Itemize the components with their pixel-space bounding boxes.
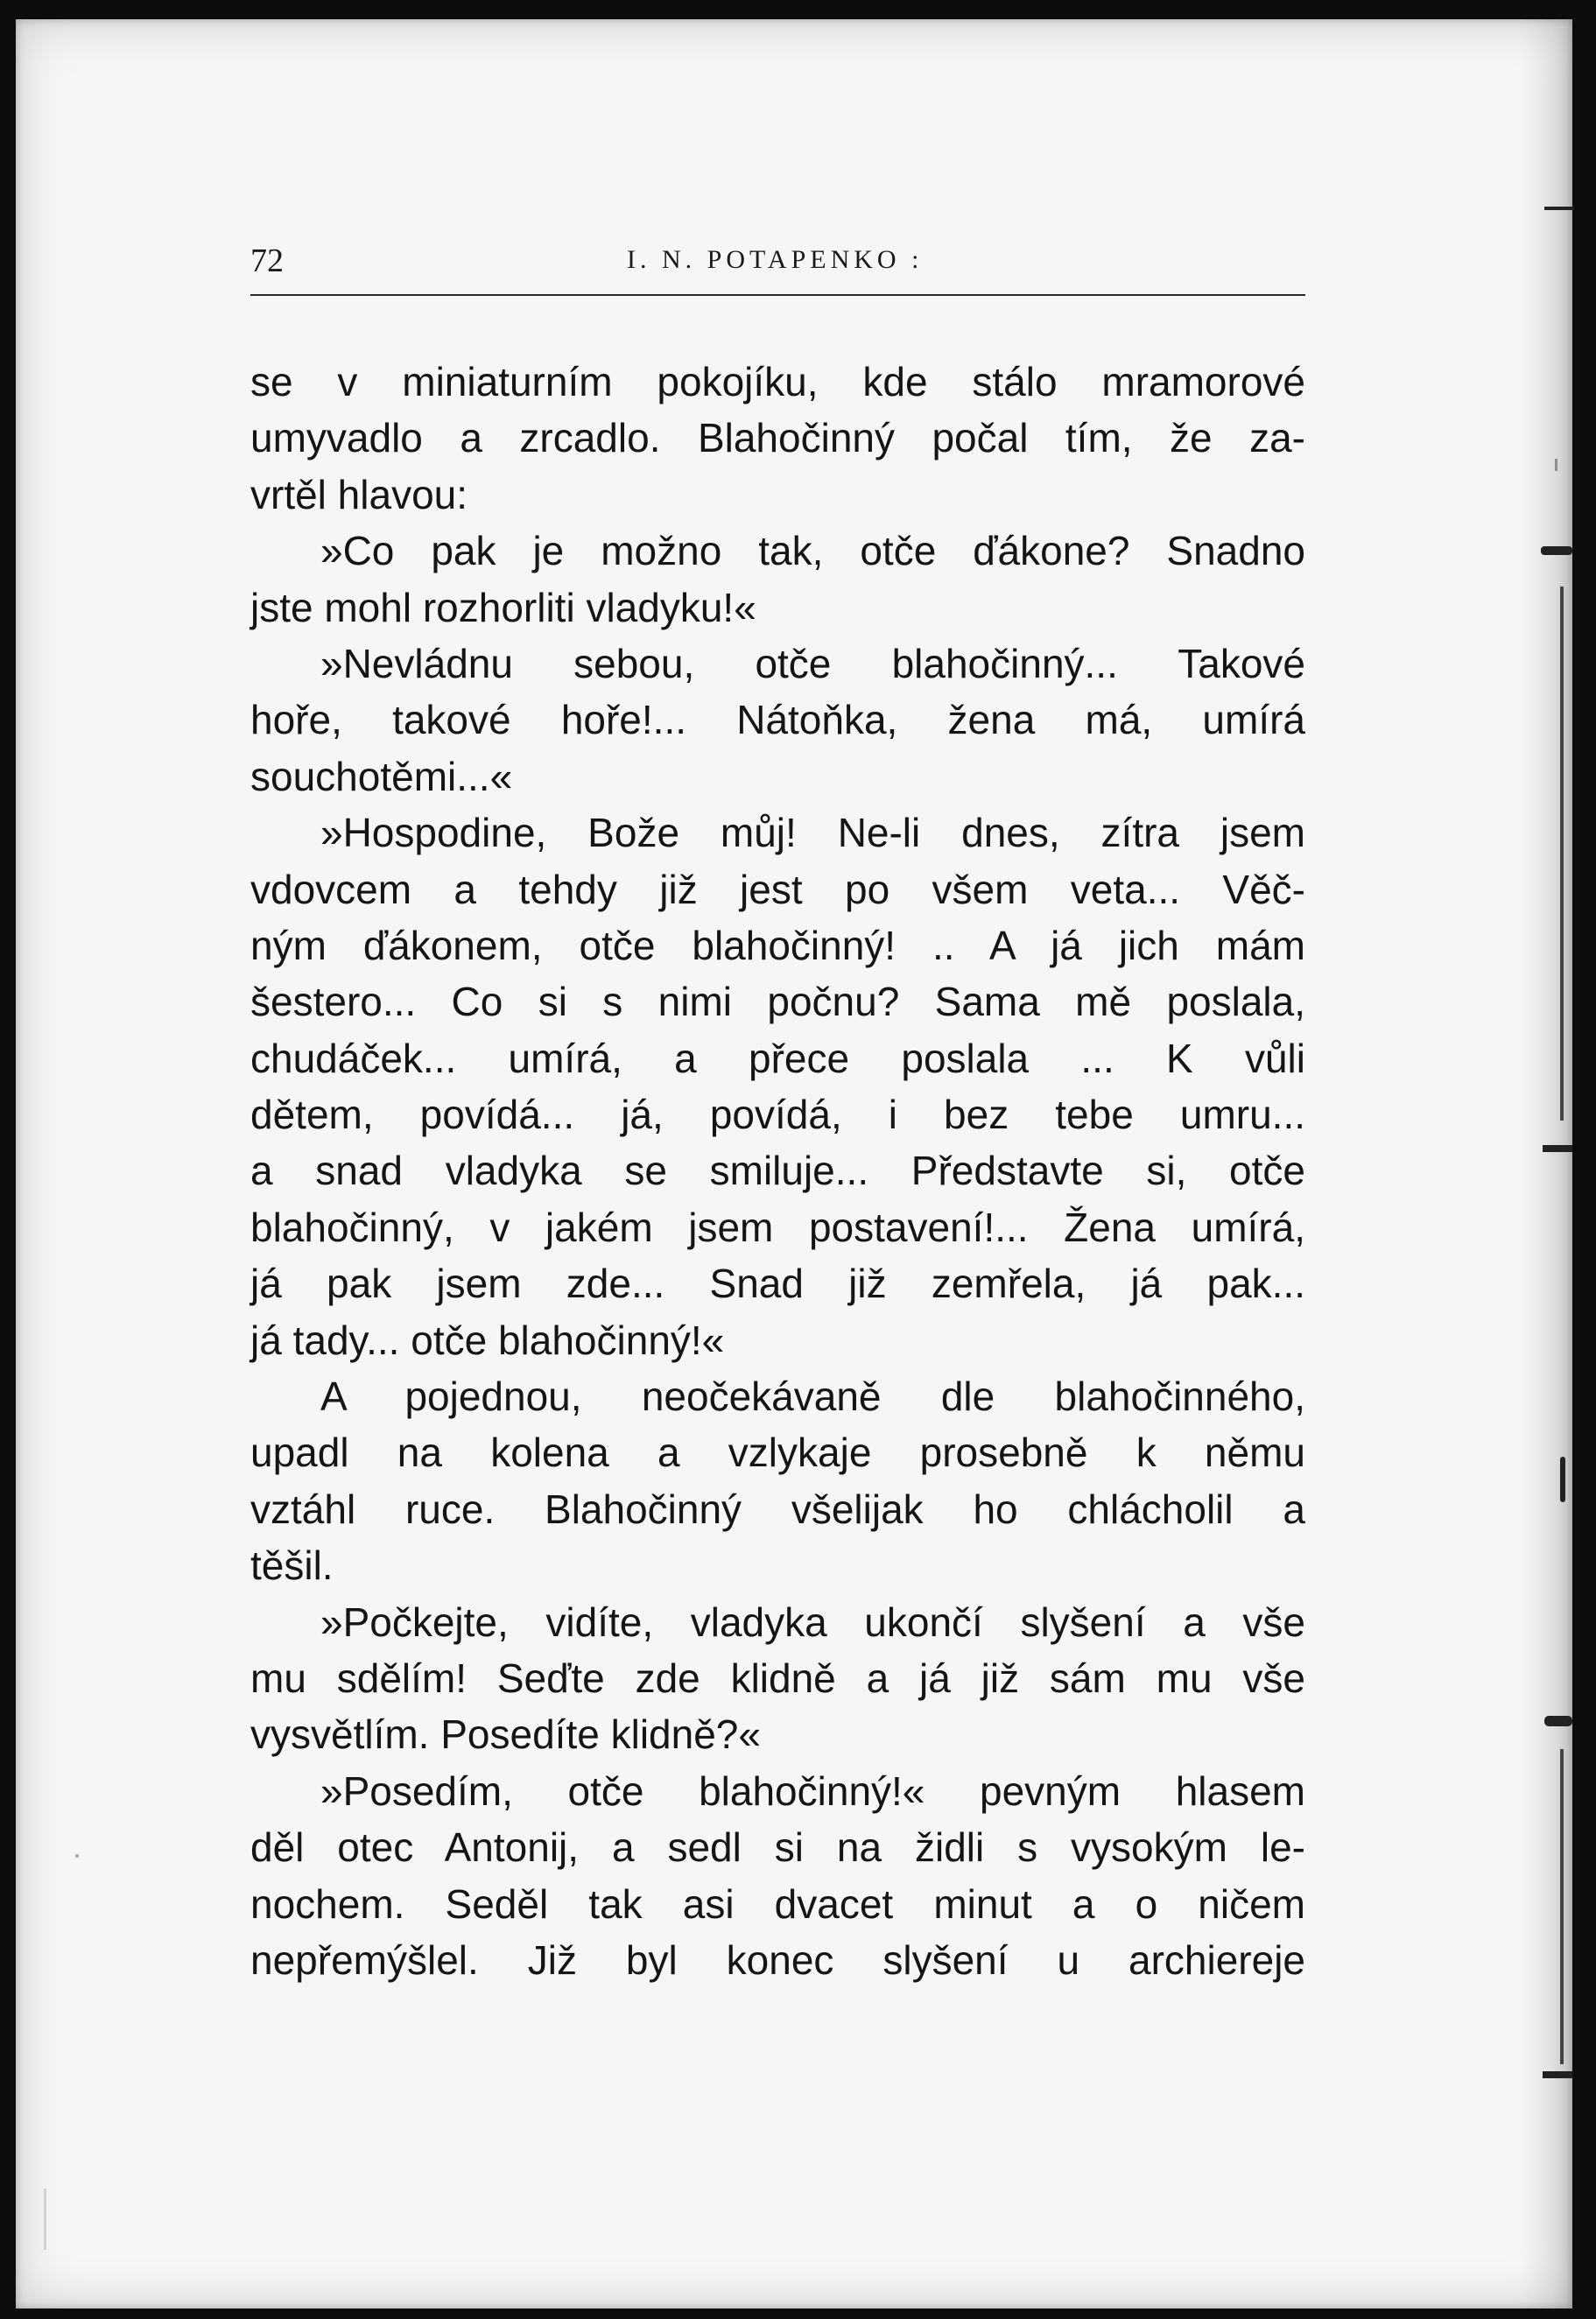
text-line: vztáhl ruce. Blahočinný všelijak ho chlácholil a xyxy=(250,1486,1305,1532)
text-line: jste mohl rozhorliti vladyku!« xyxy=(250,584,756,630)
text-line: šestero... Co si s nimi počnu? Sama mě poslala, xyxy=(250,979,1305,1025)
text-line: vrtěl hlavou: xyxy=(250,471,468,517)
body-text xyxy=(250,354,1305,1988)
text-line: hoře, takové hoře!... Nátoňka, žena má, umírá xyxy=(250,697,1305,743)
text-line: já pak jsem zde... Snad již zemřela, já pak... xyxy=(250,1261,1305,1307)
binding-mark xyxy=(1543,2071,1572,2078)
text-line: »Nevládnu sebou, otče blahočinný... Takové xyxy=(320,640,1305,686)
text-line: já tady... otče blahočinný!« xyxy=(250,1317,725,1363)
scan-speck xyxy=(75,1854,79,1858)
text-line: dětem, povídá... já, povídá, i bez tebe umru... xyxy=(250,1092,1305,1138)
text-line: »Co pak je možno tak, otče ďákone? Snadno xyxy=(320,528,1305,574)
running-head: I. N. POTAPENKO : xyxy=(627,245,924,274)
header-rule xyxy=(250,294,1305,296)
text-line: »Posedím, otče blahočinný!« pevným hlasem xyxy=(320,1767,1305,1814)
text-line: blahočinný, v jakém jsem postavení!... Žena umírá, xyxy=(250,1204,1305,1250)
text-line: vdovcem a tehdy již jest po všem veta... Věč- xyxy=(250,866,1305,912)
scan-speck xyxy=(44,2189,46,2250)
binding-mark xyxy=(1560,1457,1565,1502)
text-line: »Počkejte, vidíte, vladyka ukončí slyšení a vše xyxy=(320,1599,1305,1645)
text-line: umyvadlo a zrcadlo. Blahočinný počal tím, že za- xyxy=(250,415,1305,461)
text-line: děl otec Antonij, a sedl si na židli s vysokým le- xyxy=(250,1824,1305,1871)
text-line: chudáček... umírá, a přece poslala ... K vůli xyxy=(250,1035,1305,1081)
binding-thread xyxy=(1560,1749,1564,2064)
scan-speck xyxy=(1555,459,1557,471)
text-line: nepřemýšlel. Již byl konec slyšení u archiereje xyxy=(250,1936,1305,1983)
text-line: A pojednou, neočekávaně dle blahočinného, xyxy=(320,1374,1305,1420)
page-header xyxy=(250,242,1305,294)
text-line: a snad vladyka se smiluje... Představte si, otče xyxy=(250,1148,1305,1194)
text-line: »Hospodine, Bože můj! Ne-li dnes, zítra jsem xyxy=(320,810,1305,856)
text-line: upadl na kolena a vzlykaje prosebně k němu xyxy=(250,1430,1305,1476)
binding-mark xyxy=(1543,1145,1572,1152)
text-line: souchotěmi...« xyxy=(250,753,513,799)
text-line: se v miniaturním pokojíku, kde stálo mramorové xyxy=(250,359,1305,404)
binding-shadow xyxy=(1520,19,1572,2308)
text-line: těšil. xyxy=(250,1542,334,1589)
text-line: mu sdělím! Seďte zde klidně a já již sám mu vše xyxy=(250,1655,1305,1701)
text-line: vysvětlím. Posedíte klidně?« xyxy=(250,1711,761,1758)
text-line: ným ďákonem, otče blahočinný! .. A já jich mám xyxy=(250,922,1305,968)
binding-mark xyxy=(1541,546,1572,555)
binding-mark xyxy=(1544,1716,1572,1726)
binding-mark xyxy=(1544,207,1574,210)
text-line: nochem. Seděl tak asi dvacet minut a o ničem xyxy=(250,1880,1305,1927)
page-number: 72 xyxy=(250,242,284,279)
binding-thread xyxy=(1560,587,1564,1121)
